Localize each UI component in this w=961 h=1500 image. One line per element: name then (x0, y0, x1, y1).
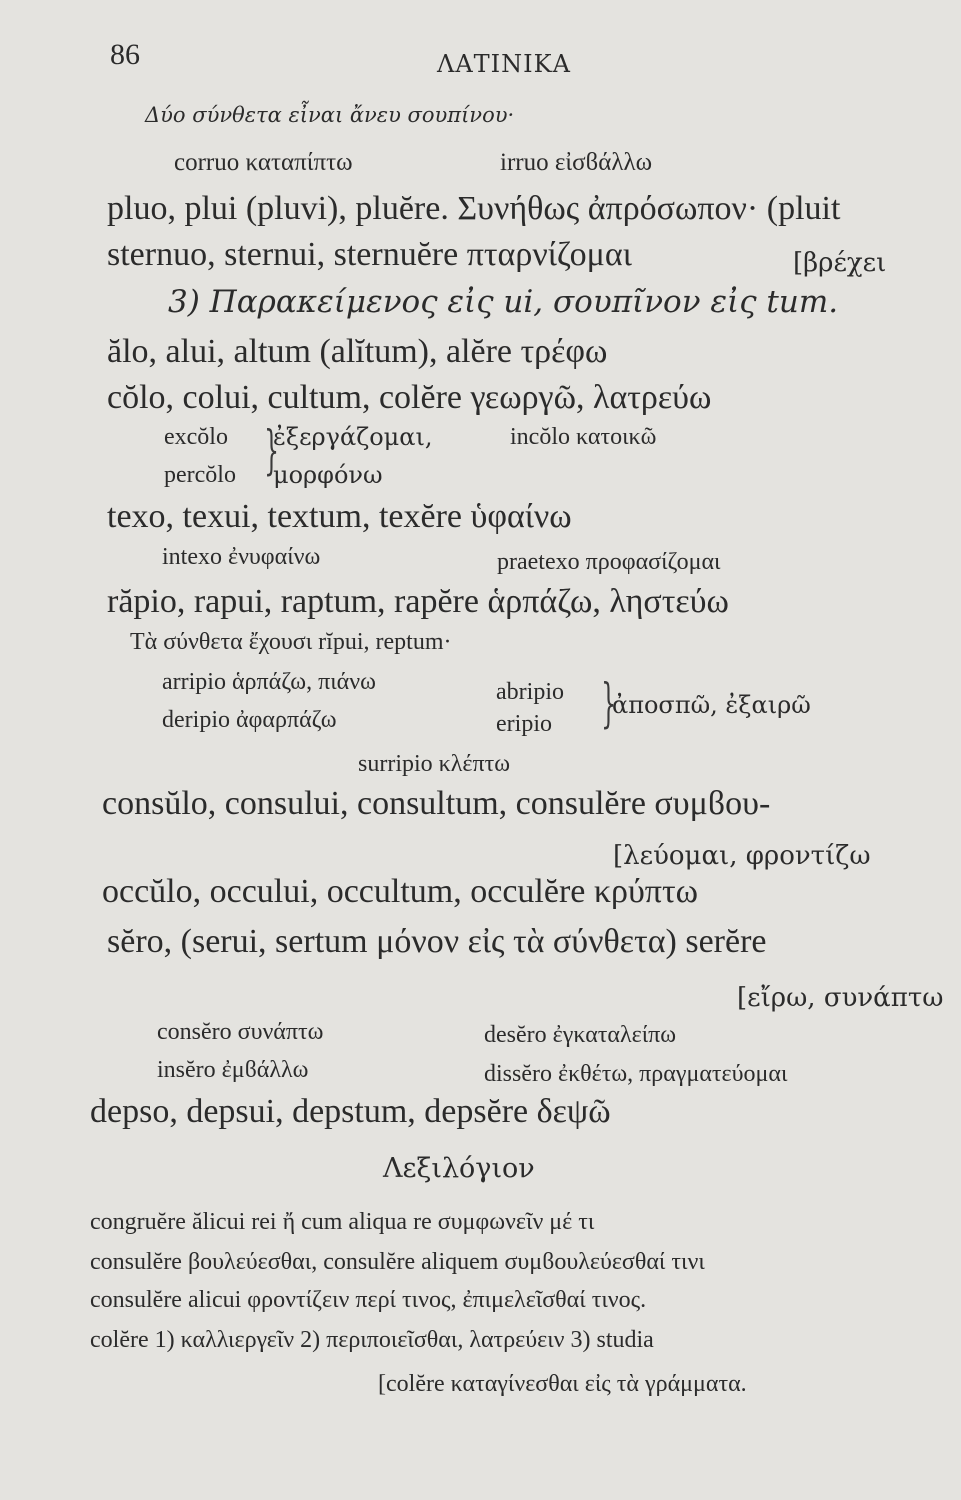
text-line: desĕro ἐγκαταλείπω (484, 1022, 677, 1048)
text-line: cŏlo, colui, cultum, colĕre γεωργῶ, λατρεύω (107, 379, 712, 416)
text-line: μορφόνω (273, 461, 383, 489)
section-heading: 3) Παρακείμενος εἰς ui, σουπῖνον εἰς tum. (168, 284, 839, 320)
text-line: consŭlo, consului, consultum, consulĕre συμϐου- (102, 785, 771, 822)
text-line: insĕro ἐμϐάλλω (157, 1057, 309, 1083)
text-line: intexo ἐνυφαίνω (162, 544, 321, 570)
text-line: Τὰ σύνθετα ἔχουσι rĭpui, reptum· (130, 629, 452, 655)
text-line: [εἴρω, συνάπτω (737, 983, 944, 1013)
text-line: colĕre 1) καλλιεργεῖν 2) περιποιεῖσθαι, λατρεύειν 3) studia (90, 1327, 654, 1353)
text-line: occŭlo, occului, occultum, occulĕre κρύπτω (102, 873, 698, 910)
text-line: sĕro, (serui, sertum μόνον εἰς τὰ σύνθετα) serĕre (107, 923, 767, 960)
text-line: răpio, rapui, raptum, rapĕre ἁρπάζω, ληστεύω (107, 583, 729, 620)
text-line: praetexo προφασίζομαι (497, 549, 721, 575)
text-line: Δύο σύνθετα εἶναι ἄνευ σουπίνου· (145, 103, 515, 127)
text-line: consulĕre βουλεύεσθαι, consulĕre aliquem συμϐουλεύεσθαί τινι (90, 1249, 705, 1275)
running-title: ΛΑΤΙΝΙΚΑ (437, 50, 571, 78)
text-line: [colĕre καταγίνεσθαι εἰς τὰ γράμματα. (378, 1371, 747, 1397)
page-number: 86 (110, 38, 140, 71)
text-line: deripio ἀφαρπάζω (162, 707, 337, 733)
text-line: [βρέχει (793, 248, 887, 278)
text-line: excŏlo (164, 424, 228, 450)
text-line: sternuo, sternui, sternuĕre πταρνίζομαι (107, 236, 632, 273)
text-line: [λεύομαι, φροντίζω (613, 841, 871, 871)
text-line: ἐξεργάζομαι, (273, 423, 433, 451)
curly-brace: } (601, 674, 616, 734)
text-line: pluo, plui (pluvi), pluĕre. Συνήθως ἀπρόσωπον· (pluit (107, 190, 841, 227)
text-line: congruĕre ălicui rei ἤ cum aliqua re συμφωνεῖν μέ τι (90, 1209, 595, 1235)
text-line: percŏlo (164, 462, 236, 488)
text-line: ălo, alui, altum (alĭtum), alĕre τρέφω (107, 333, 608, 370)
text-line: depso, depsui, depstum, depsĕre δεψῶ (90, 1093, 611, 1130)
text-line: incŏlo κατοικῶ (510, 424, 657, 450)
text-line: arripio ἁρπάζω, πιάνω (162, 669, 376, 695)
text-line: irruo εἰσϐάλλω (500, 149, 653, 176)
text-line: consĕro συνάπτω (157, 1019, 324, 1045)
text-line: corruo καταπίπτω (174, 149, 353, 176)
text-line: ἀποσπῶ, ἐξαιρῶ (612, 691, 811, 719)
text-line: eripio (496, 711, 552, 737)
text-line: texo, texui, textum, texĕre ὑφαίνω (107, 498, 572, 535)
text-line: consulĕre alicui φροντίζειν περί τινος, ἐπιμελεῖσθαί τινος. (90, 1287, 647, 1313)
vocabulary-heading: Λεξιλόγιον (383, 1153, 535, 1184)
text-line: surripio κλέπτω (358, 751, 511, 777)
text-line: abripio (496, 679, 564, 705)
curly-brace: } (264, 421, 279, 481)
text-line: dissĕro ἐκθέτω, πραγματεύομαι (484, 1061, 788, 1087)
